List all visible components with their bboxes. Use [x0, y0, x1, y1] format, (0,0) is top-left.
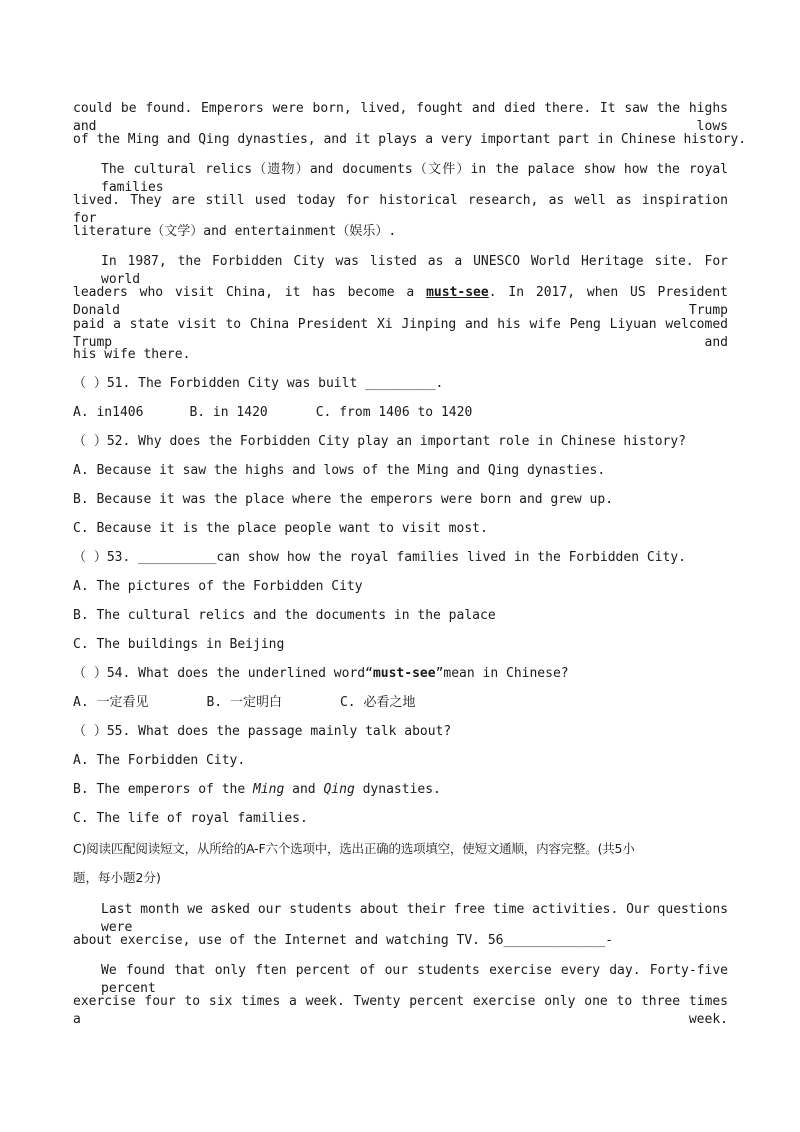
option-a: A. in1406 [73, 405, 144, 420]
passage-line: Last month we asked our students about their free time activities. Our questions were [101, 902, 728, 935]
option-a: A. The Forbidden City. [73, 753, 246, 768]
passage-line: We found that only ften percent of our students exercise every day. Forty-five percent [101, 963, 728, 996]
option-text: B. The emperors of the [73, 782, 254, 797]
option-b: B. 一定明白 [206, 695, 282, 710]
passage-line-must-see [73, 284, 728, 320]
passage-line: about exercise, use of the Internet and watching TV. 56_____________- [73, 933, 614, 948]
passage-line: The cultural relics（遗物）and documents（文件）in the palace show how the royal families [101, 162, 728, 195]
question-stem: （ ）51. The Forbidden City was built _________. [73, 376, 444, 391]
question-stem: （ ）53. __________can show how the royal families lived in the Forbidden City. [73, 550, 686, 565]
option-c: C. from 1406 to 1420 [315, 405, 473, 420]
italic-word: Qing [323, 782, 355, 797]
passage-text: . In 2017, when US President Donald Trump [73, 285, 728, 318]
option-b: B. Because it was the place where the emperors were born and grew up. [73, 492, 614, 507]
option-b: B. in 1420 [189, 405, 268, 420]
option-b [73, 781, 728, 799]
passage-line: of the Ming and Qing dynasties, and it plays a very important part in Chinese history. [73, 132, 747, 147]
option-a: A. Because it saw the highs and lows of the Ming and Qing dynasties. [73, 463, 606, 478]
option-text: dynasties. [354, 782, 441, 797]
passage-line: could be found. Emperors were born, lived, fought and died there. It saw the highs and lows [73, 101, 728, 134]
passage-text: leaders who visit China, it has become a [73, 285, 427, 300]
option-text: and [284, 782, 324, 797]
underlined-word: must-see [426, 285, 489, 300]
options-row [73, 694, 728, 712]
options-row [73, 404, 728, 422]
question-stem: （ ）55. What does the passage mainly talk about? [73, 724, 452, 739]
stem-text: （ ）54. What does the underlined word“ [73, 666, 373, 681]
question-stem: （ ）52. Why does the Forbidden City play an important role in Chinese history? [73, 434, 686, 449]
stem-text: ”mean in Chinese? [435, 666, 569, 681]
option-c: C. 必看之地 [339, 695, 416, 710]
section-instruction: C)阅读匹配阅读短文，从所给的A-F六个选项中，选出正确的选项填空，使短文通顺，内容完整。(共5小 [73, 841, 635, 856]
passage-line: literature（文学）and entertainment（娱乐）. [73, 224, 397, 239]
passage-line: In 1987, the Forbidden City was listed as a UNESCO World Heritage site. For world [101, 254, 728, 287]
option-b: B. The cultural relics and the documents in the palace [73, 608, 496, 623]
quoted-word: must-see [372, 666, 436, 681]
option-c: C. The buildings in Beijing [73, 637, 285, 652]
section-instruction: 题，每小题2分) [73, 870, 161, 885]
option-a: A. 一定看见 [73, 695, 149, 710]
passage-line: paid a state visit to China President Xi Jinping and his wife Peng Liyuan welcomed Trump and [73, 317, 728, 350]
option-c: C. The life of royal families. [73, 811, 308, 826]
passage-line: his wife there. [73, 347, 191, 362]
option-a: A. The pictures of the Forbidden City [73, 579, 363, 594]
question-stem [73, 665, 728, 683]
italic-word: Ming [253, 782, 285, 797]
passage-line: lived. They are still used today for historical research, as well as inspiration for [73, 193, 728, 226]
passage-line: exercise four to six times a week. Twenty percent exercise only one to three times a week. [73, 994, 728, 1027]
option-c: C. Because it is the place people want to visit most. [73, 521, 488, 536]
